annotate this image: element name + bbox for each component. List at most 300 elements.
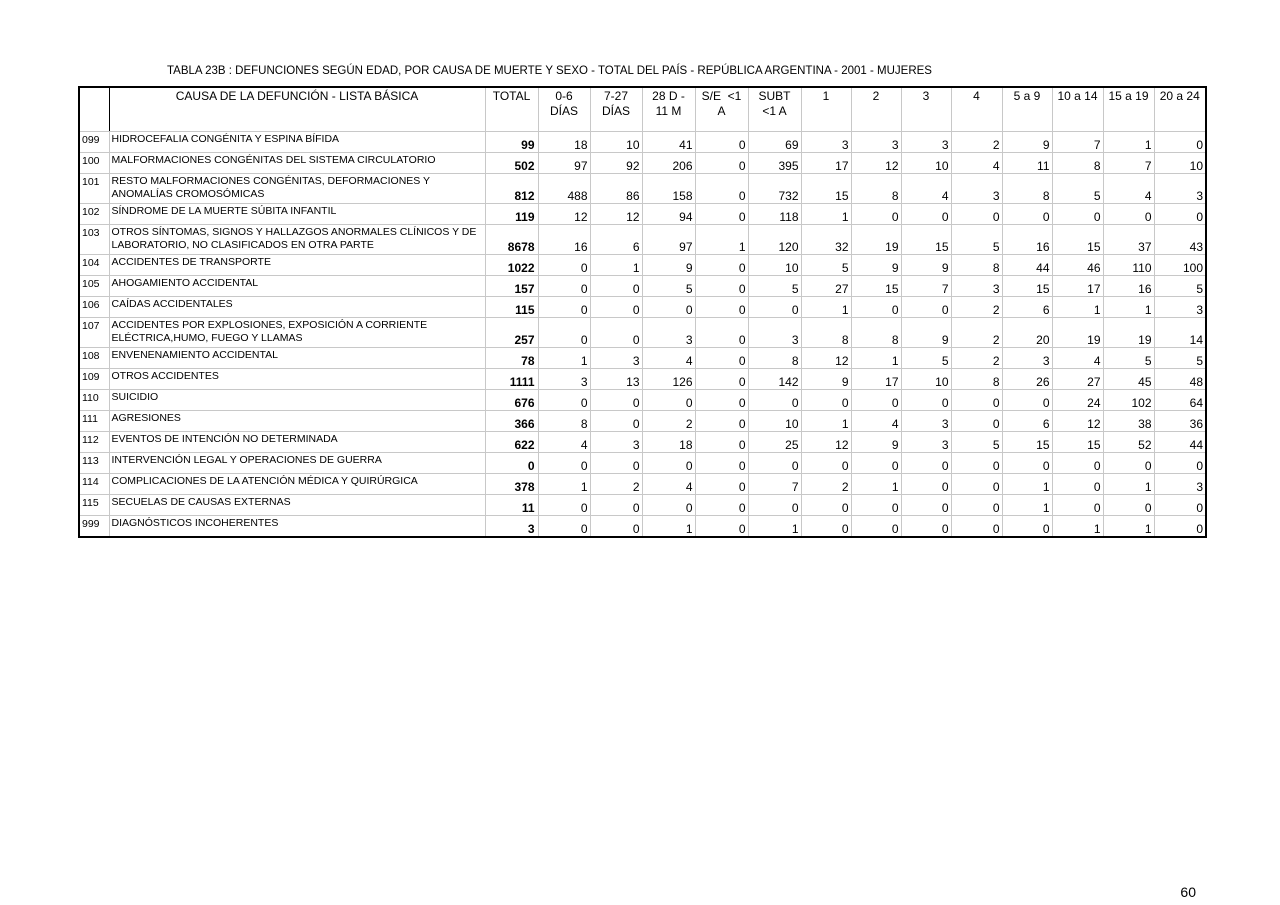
value-cell: 0 bbox=[901, 204, 951, 225]
page-number: 60 bbox=[1180, 884, 1196, 900]
total-cell: 1022 bbox=[485, 255, 538, 276]
total-cell: 11 bbox=[485, 495, 538, 516]
cause-name: ENVENENAMIENTO ACCIDENTAL bbox=[109, 348, 485, 369]
value-cell: 16 bbox=[538, 225, 590, 255]
total-cell: 115 bbox=[485, 297, 538, 318]
value-cell: 0 bbox=[695, 495, 748, 516]
value-cell: 16 bbox=[1002, 225, 1052, 255]
value-cell: 17 bbox=[1052, 276, 1103, 297]
total-cell: 378 bbox=[485, 474, 538, 495]
value-cell: 1 bbox=[1103, 516, 1154, 538]
value-cell: 1 bbox=[538, 348, 590, 369]
cause-code: 109 bbox=[79, 369, 109, 390]
value-cell: 16 bbox=[1103, 276, 1154, 297]
value-cell: 1 bbox=[1002, 495, 1052, 516]
cause-code: 112 bbox=[79, 432, 109, 453]
value-cell: 37 bbox=[1103, 225, 1154, 255]
value-cell: 41 bbox=[642, 132, 695, 153]
header-line: 7-27 bbox=[603, 89, 629, 103]
cause-name: AHOGAMIENTO ACCIDENTAL bbox=[109, 276, 485, 297]
value-cell: 10 bbox=[748, 411, 801, 432]
value-cell: 0 bbox=[851, 453, 901, 474]
value-cell: 46 bbox=[1052, 255, 1103, 276]
value-cell: 2 bbox=[951, 297, 1002, 318]
value-cell: 19 bbox=[1103, 318, 1154, 348]
value-cell: 0 bbox=[801, 516, 851, 538]
value-cell: 0 bbox=[695, 132, 748, 153]
value-cell: 206 bbox=[642, 153, 695, 174]
value-cell: 8 bbox=[538, 411, 590, 432]
value-cell: 0 bbox=[538, 453, 590, 474]
value-cell: 44 bbox=[1154, 432, 1206, 453]
value-cell: 5 bbox=[951, 432, 1002, 453]
value-cell: 0 bbox=[851, 516, 901, 538]
value-cell: 0 bbox=[695, 255, 748, 276]
cause-code: 104 bbox=[79, 255, 109, 276]
value-cell: 3 bbox=[748, 318, 801, 348]
total-cell: 157 bbox=[485, 276, 538, 297]
cause-code: 107 bbox=[79, 318, 109, 348]
cause-name: RESTO MALFORMACIONES CONGÉNITAS, DEFORMACIONES Y ANOMALÍAS CROMOSÓMICAS bbox=[109, 174, 485, 204]
value-cell: 8 bbox=[951, 369, 1002, 390]
cause-name: SECUELAS DE CAUSAS EXTERNAS bbox=[109, 495, 485, 516]
value-cell: 9 bbox=[851, 432, 901, 453]
value-cell: 10 bbox=[1154, 153, 1206, 174]
value-cell: 27 bbox=[801, 276, 851, 297]
value-cell: 1 bbox=[1103, 297, 1154, 318]
table-row bbox=[79, 348, 1206, 369]
value-cell: 9 bbox=[901, 318, 951, 348]
value-cell: 4 bbox=[538, 432, 590, 453]
value-cell: 3 bbox=[901, 411, 951, 432]
value-cell: 0 bbox=[538, 516, 590, 538]
value-cell: 0 bbox=[1154, 132, 1206, 153]
total-cell: 8678 bbox=[485, 225, 538, 255]
value-cell: 2 bbox=[801, 474, 851, 495]
mortality-table bbox=[78, 86, 1207, 538]
value-cell: 7 bbox=[748, 474, 801, 495]
value-cell: 0 bbox=[951, 411, 1002, 432]
value-cell: 120 bbox=[748, 225, 801, 255]
value-cell: 5 bbox=[642, 276, 695, 297]
value-cell: 0 bbox=[901, 474, 951, 495]
value-cell: 5 bbox=[951, 225, 1002, 255]
value-cell: 395 bbox=[748, 153, 801, 174]
table-row bbox=[79, 369, 1206, 390]
value-cell: 19 bbox=[1052, 318, 1103, 348]
value-cell: 0 bbox=[1154, 516, 1206, 538]
table-row bbox=[79, 453, 1206, 474]
table-title: TABLA 23B : DEFUNCIONES SEGÚN EDAD, POR CAUSA DE MUERTE Y SEXO - TOTAL DEL PAÍS - REPÚBLICA ARGENTINA - 2001 - MUJERES bbox=[167, 65, 932, 77]
value-cell: 9 bbox=[851, 255, 901, 276]
value-cell: 3 bbox=[1154, 474, 1206, 495]
value-cell: 0 bbox=[538, 390, 590, 411]
value-cell: 0 bbox=[1103, 453, 1154, 474]
value-cell: 0 bbox=[901, 390, 951, 411]
value-cell: 5 bbox=[1154, 348, 1206, 369]
total-cell: 78 bbox=[485, 348, 538, 369]
value-cell: 0 bbox=[851, 390, 901, 411]
value-cell: 15 bbox=[801, 174, 851, 204]
value-cell: 11 bbox=[1002, 153, 1052, 174]
value-cell: 17 bbox=[851, 369, 901, 390]
value-cell: 5 bbox=[801, 255, 851, 276]
value-cell: 102 bbox=[1103, 390, 1154, 411]
table-row bbox=[79, 153, 1206, 174]
value-cell: 8 bbox=[1052, 153, 1103, 174]
value-cell: 6 bbox=[1002, 297, 1052, 318]
value-cell: 0 bbox=[590, 516, 642, 538]
value-cell: 6 bbox=[1002, 411, 1052, 432]
cause-code: 113 bbox=[79, 453, 109, 474]
header-line: 11 M bbox=[655, 104, 682, 118]
value-cell: 14 bbox=[1154, 318, 1206, 348]
value-cell: 0 bbox=[590, 495, 642, 516]
value-cell: 18 bbox=[538, 132, 590, 153]
total-cell: 119 bbox=[485, 204, 538, 225]
value-cell: 0 bbox=[1052, 453, 1103, 474]
value-cell: 97 bbox=[642, 225, 695, 255]
header-se-1a bbox=[695, 87, 748, 132]
value-cell: 3 bbox=[590, 432, 642, 453]
cause-name: SUICIDIO bbox=[109, 390, 485, 411]
value-cell: 15 bbox=[1002, 432, 1052, 453]
cause-name: HIDROCEFALIA CONGÉNITA Y ESPINA BÍFIDA bbox=[109, 132, 485, 153]
value-cell: 2 bbox=[590, 474, 642, 495]
value-cell: 3 bbox=[538, 369, 590, 390]
value-cell: 100 bbox=[1154, 255, 1206, 276]
value-cell: 20 bbox=[1002, 318, 1052, 348]
header-age-10-14: 10 a 14 bbox=[1052, 87, 1103, 132]
value-cell: 1 bbox=[1052, 297, 1103, 318]
value-cell: 86 bbox=[590, 174, 642, 204]
table-row bbox=[79, 204, 1206, 225]
value-cell: 4 bbox=[851, 411, 901, 432]
value-cell: 8 bbox=[801, 318, 851, 348]
value-cell: 18 bbox=[642, 432, 695, 453]
header-line: S/E <1 bbox=[701, 89, 742, 103]
value-cell: 4 bbox=[951, 153, 1002, 174]
value-cell: 4 bbox=[642, 348, 695, 369]
cause-name: DIAGNÓSTICOS INCOHERENTES bbox=[109, 516, 485, 538]
value-cell: 1 bbox=[748, 516, 801, 538]
value-cell: 1 bbox=[851, 474, 901, 495]
value-cell: 0 bbox=[1103, 495, 1154, 516]
cause-name: COMPLICACIONES DE LA ATENCIÓN MÉDICA Y QUIRÚRGICA bbox=[109, 474, 485, 495]
value-cell: 0 bbox=[748, 495, 801, 516]
value-cell: 3 bbox=[901, 132, 951, 153]
value-cell: 8 bbox=[851, 318, 901, 348]
value-cell: 4 bbox=[1103, 174, 1154, 204]
value-cell: 12 bbox=[590, 204, 642, 225]
value-cell: 97 bbox=[538, 153, 590, 174]
value-cell: 0 bbox=[695, 174, 748, 204]
value-cell: 0 bbox=[1154, 453, 1206, 474]
value-cell: 0 bbox=[642, 495, 695, 516]
value-cell: 9 bbox=[901, 255, 951, 276]
value-cell: 0 bbox=[590, 297, 642, 318]
value-cell: 3 bbox=[590, 348, 642, 369]
value-cell: 0 bbox=[695, 411, 748, 432]
value-cell: 488 bbox=[538, 174, 590, 204]
value-cell: 0 bbox=[695, 204, 748, 225]
value-cell: 0 bbox=[590, 318, 642, 348]
value-cell: 0 bbox=[951, 516, 1002, 538]
value-cell: 12 bbox=[538, 204, 590, 225]
table-row bbox=[79, 318, 1206, 348]
table-body bbox=[79, 132, 1206, 538]
value-cell: 3 bbox=[951, 276, 1002, 297]
table-header bbox=[79, 87, 1206, 132]
header-age-4: 4 bbox=[951, 87, 1002, 132]
total-cell: 812 bbox=[485, 174, 538, 204]
value-cell: 0 bbox=[590, 453, 642, 474]
cause-name: OTROS ACCIDENTES bbox=[109, 369, 485, 390]
total-cell: 99 bbox=[485, 132, 538, 153]
header-line: DÍAS bbox=[601, 104, 630, 118]
value-cell: 118 bbox=[748, 204, 801, 225]
value-cell: 126 bbox=[642, 369, 695, 390]
value-cell: 0 bbox=[1002, 516, 1052, 538]
value-cell: 25 bbox=[748, 432, 801, 453]
header-age-3: 3 bbox=[901, 87, 951, 132]
value-cell: 8 bbox=[851, 174, 901, 204]
value-cell: 15 bbox=[851, 276, 901, 297]
table-row bbox=[79, 516, 1206, 538]
cause-code: 101 bbox=[79, 174, 109, 204]
value-cell: 24 bbox=[1052, 390, 1103, 411]
value-cell: 4 bbox=[1052, 348, 1103, 369]
value-cell: 5 bbox=[1103, 348, 1154, 369]
value-cell: 19 bbox=[851, 225, 901, 255]
value-cell: 732 bbox=[748, 174, 801, 204]
value-cell: 1 bbox=[801, 297, 851, 318]
value-cell: 44 bbox=[1002, 255, 1052, 276]
header-age-1: 1 bbox=[801, 87, 851, 132]
value-cell: 10 bbox=[901, 153, 951, 174]
table-row bbox=[79, 390, 1206, 411]
value-cell: 0 bbox=[901, 297, 951, 318]
total-cell: 502 bbox=[485, 153, 538, 174]
value-cell: 45 bbox=[1103, 369, 1154, 390]
header-total: TOTAL bbox=[485, 87, 538, 132]
header-0-6-dias bbox=[538, 87, 590, 132]
value-cell: 8 bbox=[748, 348, 801, 369]
value-cell: 9 bbox=[1002, 132, 1052, 153]
cause-code: 103 bbox=[79, 225, 109, 255]
value-cell: 0 bbox=[590, 276, 642, 297]
value-cell: 0 bbox=[695, 369, 748, 390]
value-cell: 15 bbox=[1052, 432, 1103, 453]
cause-name: OTROS SÍNTOMAS, SIGNOS Y HALLAZGOS ANORMALES CLÍNICOS Y DE LABORATORIO, NO CLASIFICADOS EN OTRA PARTE bbox=[109, 225, 485, 255]
header-7-27-dias bbox=[590, 87, 642, 132]
value-cell: 1 bbox=[1103, 474, 1154, 495]
header-age-15-19: 15 a 19 bbox=[1103, 87, 1154, 132]
cause-code: 106 bbox=[79, 297, 109, 318]
value-cell: 0 bbox=[748, 390, 801, 411]
value-cell: 8 bbox=[1002, 174, 1052, 204]
value-cell: 0 bbox=[642, 453, 695, 474]
value-cell: 5 bbox=[901, 348, 951, 369]
value-cell: 0 bbox=[748, 453, 801, 474]
value-cell: 1 bbox=[851, 348, 901, 369]
value-cell: 1 bbox=[538, 474, 590, 495]
table-row bbox=[79, 495, 1206, 516]
cause-code: 110 bbox=[79, 390, 109, 411]
value-cell: 0 bbox=[590, 390, 642, 411]
value-cell: 0 bbox=[590, 411, 642, 432]
value-cell: 0 bbox=[695, 348, 748, 369]
value-cell: 1 bbox=[801, 411, 851, 432]
value-cell: 0 bbox=[1002, 453, 1052, 474]
cause-name: EVENTOS DE INTENCIÓN NO DETERMINADA bbox=[109, 432, 485, 453]
value-cell: 12 bbox=[1052, 411, 1103, 432]
total-cell: 676 bbox=[485, 390, 538, 411]
value-cell: 2 bbox=[951, 318, 1002, 348]
header-line: 0-6 bbox=[555, 89, 573, 103]
cause-name: AGRESIONES bbox=[109, 411, 485, 432]
header-code bbox=[79, 87, 109, 132]
total-cell: 1111 bbox=[485, 369, 538, 390]
value-cell: 3 bbox=[1002, 348, 1052, 369]
value-cell: 12 bbox=[801, 348, 851, 369]
header-line: 28 D - bbox=[652, 89, 685, 103]
value-cell: 158 bbox=[642, 174, 695, 204]
value-cell: 1 bbox=[642, 516, 695, 538]
header-cause: CAUSA DE LA DEFUNCIÓN - LISTA BÁSICA bbox=[109, 87, 485, 132]
value-cell: 0 bbox=[951, 474, 1002, 495]
value-cell: 3 bbox=[1154, 297, 1206, 318]
table-row bbox=[79, 432, 1206, 453]
header-age-2: 2 bbox=[851, 87, 901, 132]
value-cell: 1 bbox=[695, 225, 748, 255]
value-cell: 0 bbox=[901, 495, 951, 516]
value-cell: 15 bbox=[901, 225, 951, 255]
value-cell: 92 bbox=[590, 153, 642, 174]
value-cell: 0 bbox=[1052, 204, 1103, 225]
value-cell: 0 bbox=[851, 495, 901, 516]
value-cell: 5 bbox=[748, 276, 801, 297]
value-cell: 0 bbox=[695, 474, 748, 495]
cause-code: 100 bbox=[79, 153, 109, 174]
value-cell: 12 bbox=[801, 432, 851, 453]
value-cell: 4 bbox=[901, 174, 951, 204]
table-row bbox=[79, 276, 1206, 297]
value-cell: 7 bbox=[1103, 153, 1154, 174]
value-cell: 0 bbox=[1154, 204, 1206, 225]
value-cell: 0 bbox=[695, 432, 748, 453]
value-cell: 0 bbox=[748, 297, 801, 318]
cause-name: CAÍDAS ACCIDENTALES bbox=[109, 297, 485, 318]
value-cell: 27 bbox=[1052, 369, 1103, 390]
value-cell: 17 bbox=[801, 153, 851, 174]
value-cell: 7 bbox=[1052, 132, 1103, 153]
value-cell: 0 bbox=[851, 204, 901, 225]
value-cell: 36 bbox=[1154, 411, 1206, 432]
value-cell: 43 bbox=[1154, 225, 1206, 255]
cause-code: 111 bbox=[79, 411, 109, 432]
value-cell: 3 bbox=[801, 132, 851, 153]
total-cell: 366 bbox=[485, 411, 538, 432]
cause-name: MALFORMACIONES CONGÉNITAS DEL SISTEMA CIRCULATORIO bbox=[109, 153, 485, 174]
cause-code: 108 bbox=[79, 348, 109, 369]
value-cell: 0 bbox=[951, 204, 1002, 225]
cause-code: 102 bbox=[79, 204, 109, 225]
value-cell: 1 bbox=[590, 255, 642, 276]
value-cell: 0 bbox=[1002, 204, 1052, 225]
value-cell: 0 bbox=[951, 390, 1002, 411]
value-cell: 5 bbox=[1052, 174, 1103, 204]
table-row bbox=[79, 225, 1206, 255]
header-line: <1 A bbox=[762, 104, 787, 118]
value-cell: 3 bbox=[1154, 174, 1206, 204]
value-cell: 0 bbox=[538, 255, 590, 276]
value-cell: 26 bbox=[1002, 369, 1052, 390]
header-line: SUBT bbox=[758, 89, 791, 103]
value-cell: 3 bbox=[951, 174, 1002, 204]
table-row bbox=[79, 174, 1206, 204]
value-cell: 0 bbox=[801, 495, 851, 516]
value-cell: 15 bbox=[1002, 276, 1052, 297]
cause-code: 114 bbox=[79, 474, 109, 495]
value-cell: 6 bbox=[590, 225, 642, 255]
cause-name: ACCIDENTES POR EXPLOSIONES, EXPOSICIÓN A CORRIENTE ELÉCTRICA,HUMO, FUEGO Y LLAMAS bbox=[109, 318, 485, 348]
value-cell: 0 bbox=[695, 516, 748, 538]
header-line: DÍAS bbox=[549, 104, 578, 118]
value-cell: 1 bbox=[1002, 474, 1052, 495]
value-cell: 5 bbox=[1154, 276, 1206, 297]
total-cell: 622 bbox=[485, 432, 538, 453]
value-cell: 3 bbox=[851, 132, 901, 153]
value-cell: 10 bbox=[590, 132, 642, 153]
value-cell: 0 bbox=[901, 516, 951, 538]
value-cell: 0 bbox=[538, 276, 590, 297]
value-cell: 9 bbox=[642, 255, 695, 276]
table-row bbox=[79, 255, 1206, 276]
value-cell: 9 bbox=[801, 369, 851, 390]
table-row bbox=[79, 411, 1206, 432]
header-28d-11m bbox=[642, 87, 695, 132]
value-cell: 2 bbox=[642, 411, 695, 432]
value-cell: 12 bbox=[851, 153, 901, 174]
total-cell: 0 bbox=[485, 453, 538, 474]
value-cell: 0 bbox=[901, 453, 951, 474]
value-cell: 0 bbox=[1103, 204, 1154, 225]
value-cell: 52 bbox=[1103, 432, 1154, 453]
header-line: A bbox=[717, 104, 726, 118]
value-cell: 69 bbox=[748, 132, 801, 153]
value-cell: 64 bbox=[1154, 390, 1206, 411]
value-cell: 1 bbox=[801, 204, 851, 225]
value-cell: 15 bbox=[1052, 225, 1103, 255]
value-cell: 0 bbox=[695, 153, 748, 174]
value-cell: 0 bbox=[695, 390, 748, 411]
value-cell: 10 bbox=[901, 369, 951, 390]
cause-code: 105 bbox=[79, 276, 109, 297]
value-cell: 3 bbox=[901, 432, 951, 453]
value-cell: 0 bbox=[1052, 474, 1103, 495]
value-cell: 0 bbox=[801, 453, 851, 474]
cause-code: 999 bbox=[79, 516, 109, 538]
total-cell: 257 bbox=[485, 318, 538, 348]
value-cell: 0 bbox=[538, 495, 590, 516]
value-cell: 0 bbox=[1154, 495, 1206, 516]
header-age-5-9: 5 a 9 bbox=[1002, 87, 1052, 132]
value-cell: 0 bbox=[695, 318, 748, 348]
value-cell: 1 bbox=[1052, 516, 1103, 538]
value-cell: 0 bbox=[1052, 495, 1103, 516]
value-cell: 0 bbox=[695, 276, 748, 297]
